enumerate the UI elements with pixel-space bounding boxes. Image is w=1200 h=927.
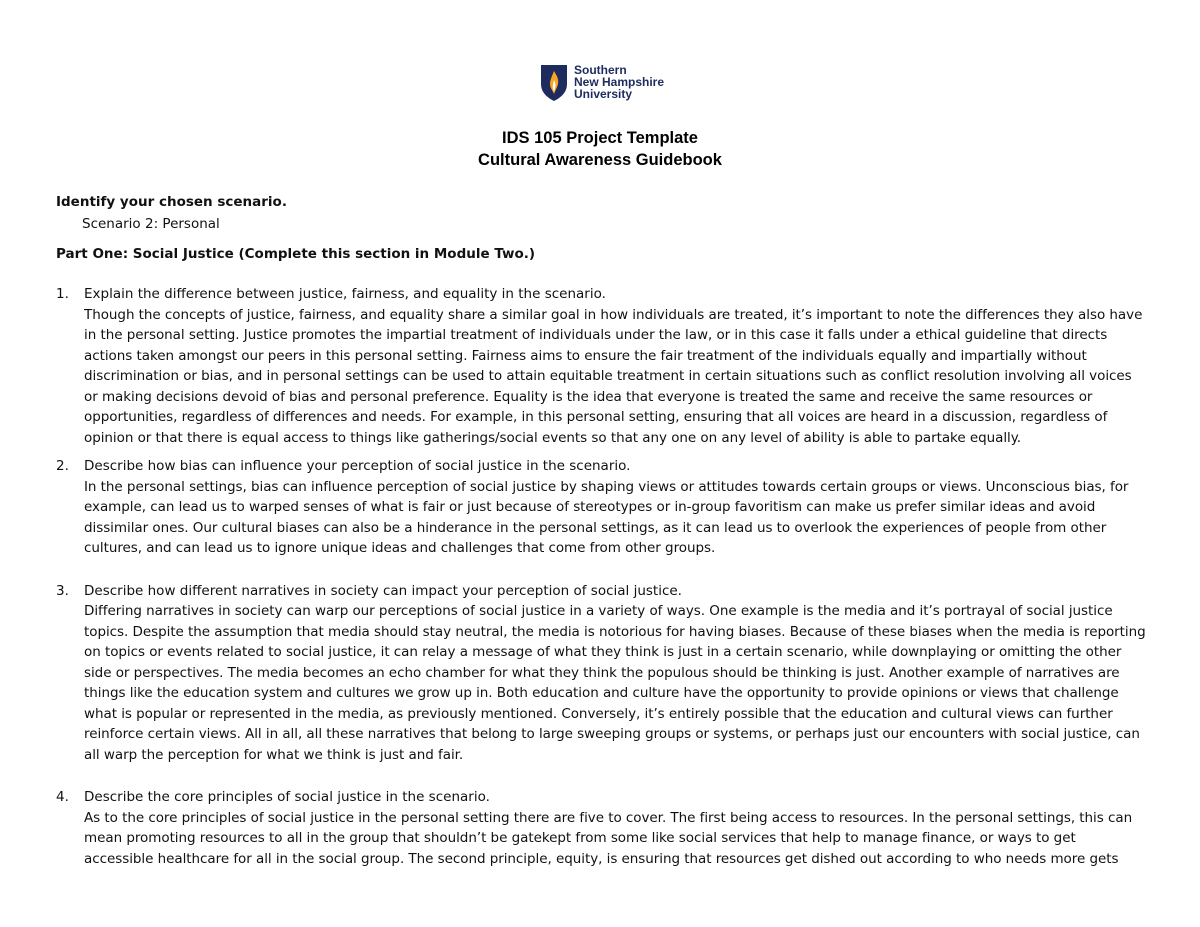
document-title (0, 127, 1200, 171)
logo-line-3: University (574, 87, 633, 101)
shield-flame-icon (540, 64, 568, 102)
title-line-1: IDS 105 Project Template (502, 129, 698, 147)
document-body (56, 192, 1146, 869)
scenario-answer: Scenario 2: Personal (82, 216, 220, 232)
logo-line-1: Southern (574, 63, 627, 77)
answer-text: Differing narratives in society can warp our perceptions of social justice in a variety of ways. One example is the media and it’s portrayal of social justice topics. Despite the assumption that media should stay neutral, the media is notorious for having biases. Because of these biases when the media is reporting on topics or events related to social justice, it can relay a message of what they think is just in a certain scenario, while downplaying or omitting the other side or perspectives. The media becomes an echo chamber for what they think the populous should be thinking is just. Another example of narratives are things like the education system and cultures we grow up in. Both education and culture have the opportunity to provide opinions or views that challenge what is popular or represented in the media, as previously mentioned. Conversely, it’s entirely possible that the education and cultural views can further reinforce certain views. All in all, all these narratives that belong to large sweeping groups or systems, or perhaps just our encounters with social justice, can all warp the perception for what we think is just and fair. (84, 603, 1146, 763)
university-logo (540, 64, 664, 102)
logo-line-2: New Hampshire (574, 75, 665, 89)
question-number: 1. (56, 286, 69, 302)
answer-text: As to the core principles of social justice in the personal setting there are five to cover. The first being access to resources. In the personal settings, this can mean promoting resources to all in the group that shouldn’t be gatekept from some like social services that help to manage finance, or ways to get accessible healthcare for all in the social group. The second principle, equity, is ensuring that resources get dished out according to who needs more gets (84, 809, 1133, 867)
question-item-3 (56, 581, 1146, 766)
question-item-4 (56, 787, 1146, 869)
answer-text: Though the concepts of justice, fairness, and equality share a similar goal in how individuals are treated, it’s important to note the differences they also have in the personal setting. Justice promotes the impartial treatment of individuals under the law, or in this case it falls under a ethical guideline that directs actions taken amongst our peers in this personal setting. Fairness aims to ensure the fair treatment of the individuals equally and impartially without discrimination or bias, and in personal settings can be used to attain equitable treatment in certain situations such as conflict resolution involving all voices or making decisions devoid of bias and personal preference. Equality is the idea that everyone is treated the same and receive the same resources or opportunities, regardless of differences and needs. For example, in this personal setting, ensuring that all voices are heard in a discussion, regardless of opinion or that there is equal access to things like gatherings/social events so that any one on any level of ability is able to partake equally. (84, 306, 1143, 446)
title-line-2: Cultural Awareness Guidebook (478, 151, 722, 169)
question-text: Describe how different narratives in society can impact your perception of social justice. (84, 582, 682, 599)
identify-heading: Identify your chosen scenario. (56, 194, 287, 210)
question-text: Describe how bias can influence your perception of social justice in the scenario. (84, 458, 631, 474)
question-number: 4. (56, 789, 69, 805)
part-one-heading: Part One: Social Justice (Complete this section in Module Two.) (56, 246, 536, 262)
question-number: 2. (56, 458, 69, 474)
question-text: Describe the core principles of social justice in the scenario. (84, 789, 490, 805)
question-number: 3. (56, 582, 69, 599)
question-item-1 (56, 284, 1146, 448)
answer-text: In the personal settings, bias can influence perception of social justice by shaping views or attitudes towards certain groups or views. Unconscious bias, for example, can lead us to warped senses of what is fair or just because of stereotypes or in-group favoritism can make us prefer similar ideas and avoid dissimilar ones. Our cultural biases can also be a hinderance in the personal settings, as it can lead us to overlook the experiences of people from other cultures, and can lead us to ignore unique ideas and challenges that come from other groups. (84, 478, 1129, 556)
logo-wordmark (574, 64, 664, 100)
question-item-2 (56, 456, 1146, 559)
question-text: Explain the difference between justice, fairness, and equality in the scenario. (84, 286, 606, 302)
